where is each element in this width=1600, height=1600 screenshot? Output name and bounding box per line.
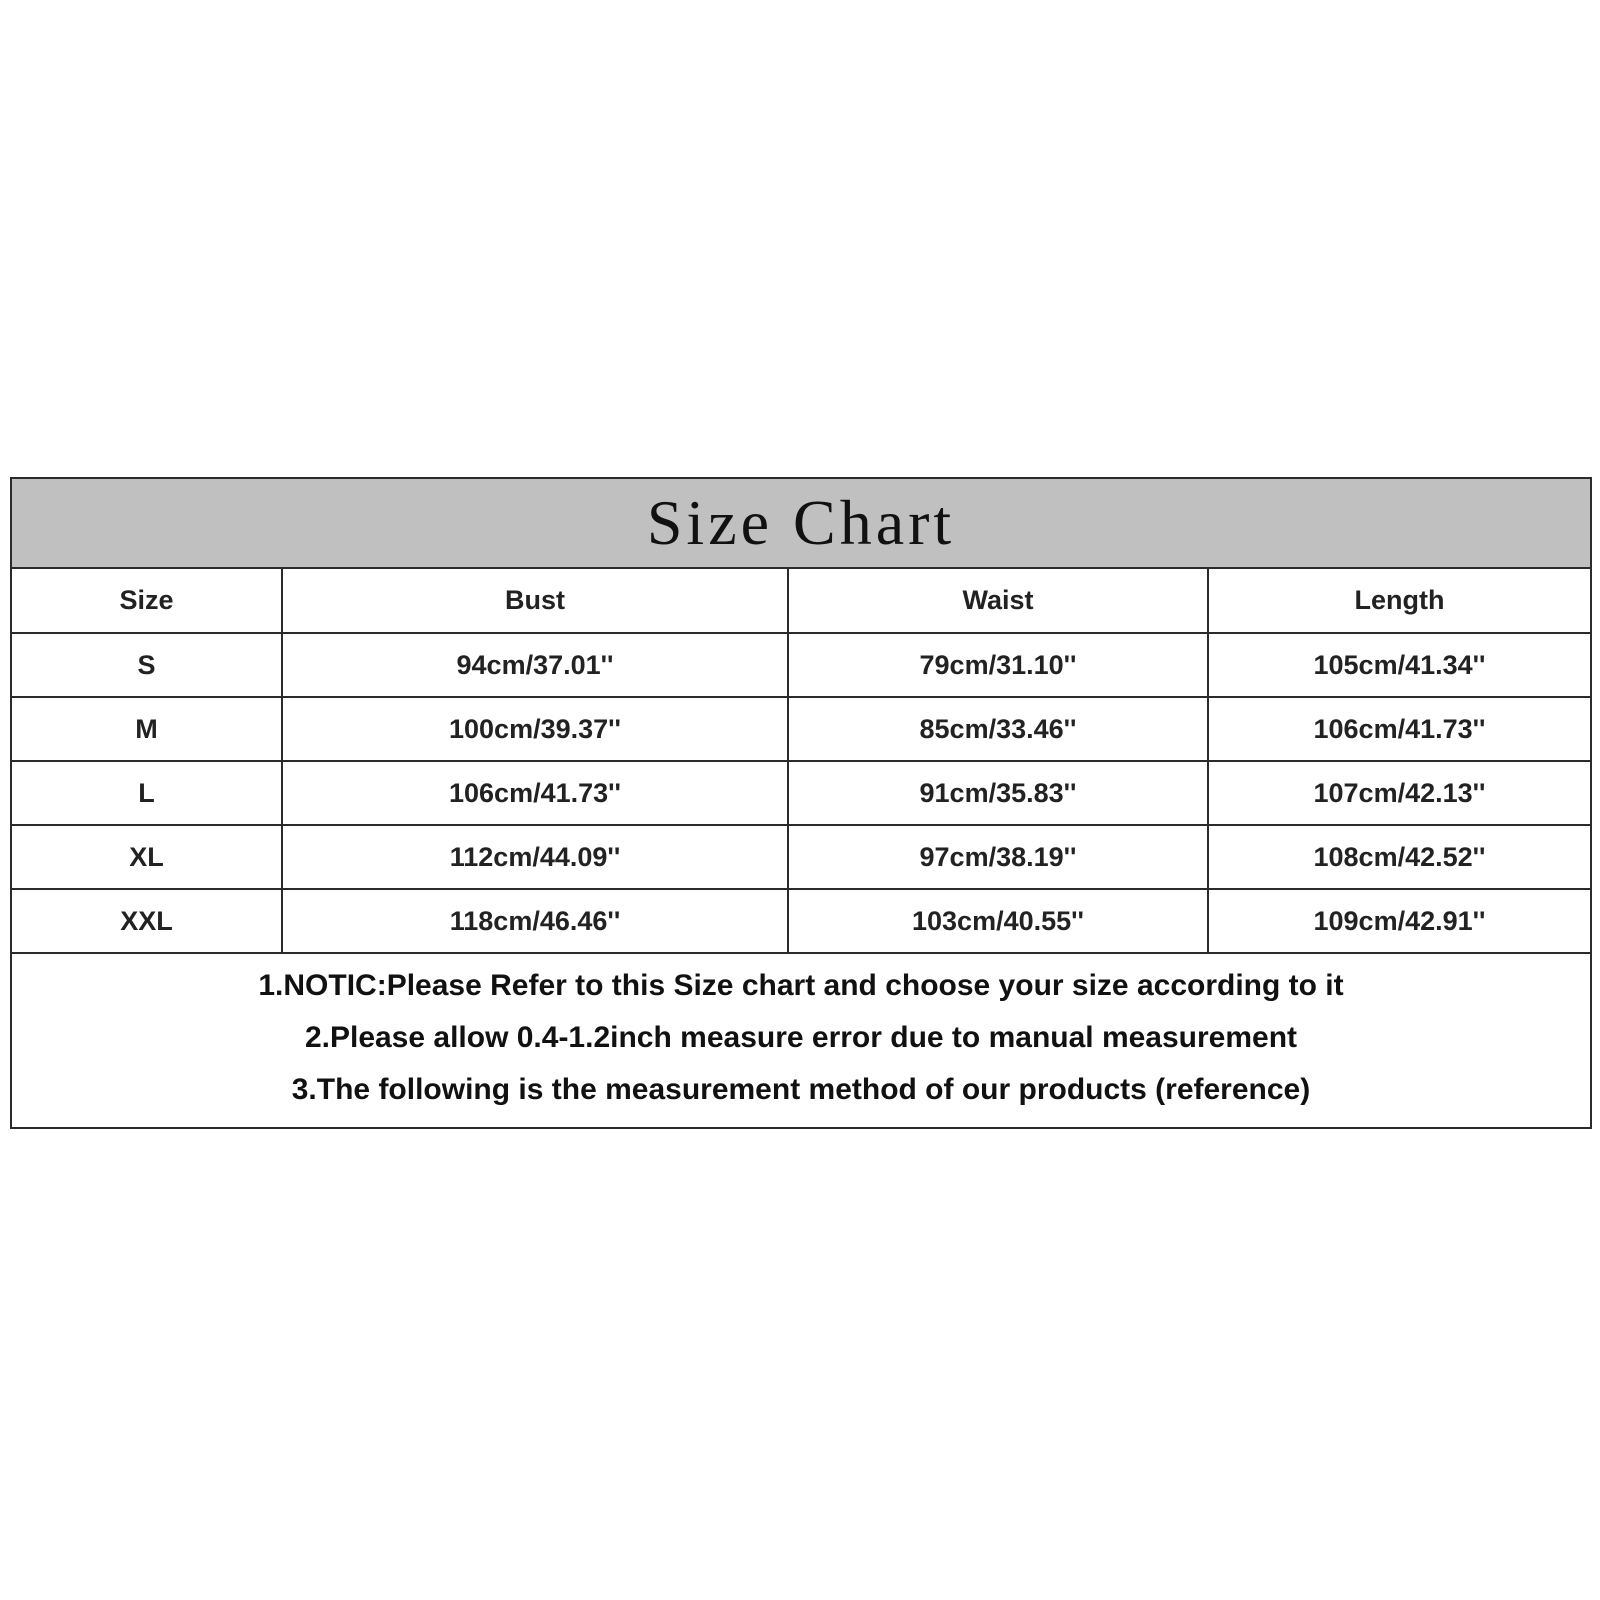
chart-title: Size Chart (646, 487, 956, 558)
waist-cell: 79cm/31.10'' (788, 633, 1208, 697)
length-cell: 107cm/42.13'' (1208, 761, 1590, 825)
bust-cell: 94cm/37.01'' (282, 633, 788, 697)
header-bust: Bust (282, 569, 788, 633)
size-chart (10, 477, 1592, 1129)
notes (12, 954, 1590, 1116)
waist-cell: 97cm/38.19'' (788, 825, 1208, 889)
table-row (12, 697, 1590, 761)
waist-cell: 103cm/40.55'' (788, 889, 1208, 953)
size-table (12, 569, 1590, 954)
header-waist: Waist (788, 569, 1208, 633)
table-row (12, 633, 1590, 697)
table-row (12, 825, 1590, 889)
size-cell: L (12, 761, 282, 825)
header-size: Size (12, 569, 282, 633)
table-row (12, 761, 1590, 825)
size-cell: XL (12, 825, 282, 889)
note-2: 2.Please allow 0.4-1.2inch measure error due to manual measurement (304, 1021, 1298, 1054)
size-cell: XXL (12, 889, 282, 953)
header-length: Length (1208, 569, 1590, 633)
note-3: 3.The following is the measurement method of our products (reference) (291, 1073, 1311, 1106)
length-cell: 106cm/41.73'' (1208, 697, 1590, 761)
waist-cell: 91cm/35.83'' (788, 761, 1208, 825)
bust-cell: 112cm/44.09'' (282, 825, 788, 889)
bust-cell: 106cm/41.73'' (282, 761, 788, 825)
waist-cell: 85cm/33.46'' (788, 697, 1208, 761)
note-1: 1.NOTIC:Please Refer to this Size chart and choose your size according to it (258, 969, 1344, 1002)
title-bar (12, 479, 1590, 569)
bust-cell: 100cm/39.37'' (282, 697, 788, 761)
length-cell: 109cm/42.91'' (1208, 889, 1590, 953)
table-row (12, 889, 1590, 953)
size-cell: S (12, 633, 282, 697)
length-cell: 105cm/41.34'' (1208, 633, 1590, 697)
length-cell: 108cm/42.52'' (1208, 825, 1590, 889)
header-row (12, 569, 1590, 633)
bust-cell: 118cm/46.46'' (282, 889, 788, 953)
size-cell: M (12, 697, 282, 761)
